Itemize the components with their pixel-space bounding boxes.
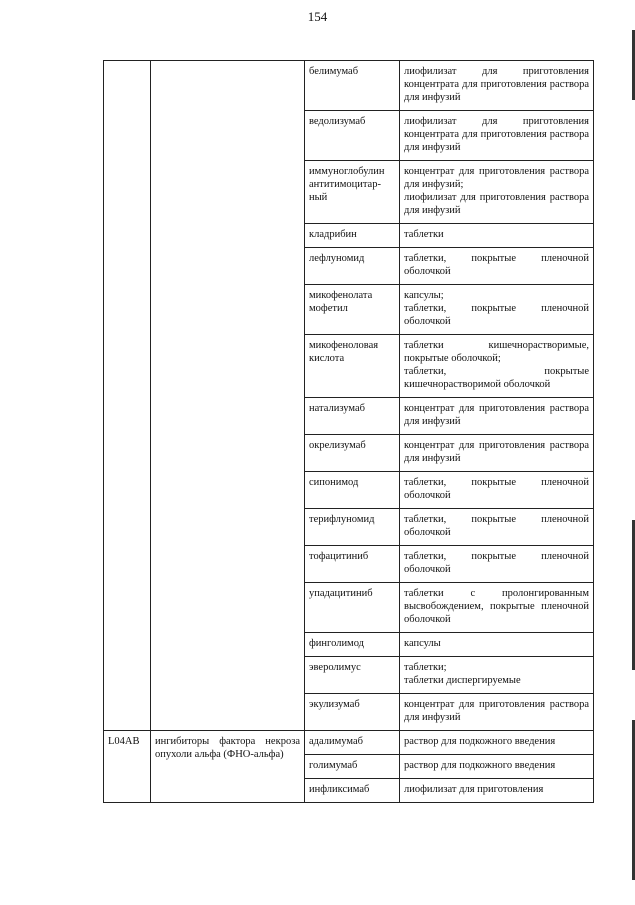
- drug-name-cell: эверолимус: [305, 657, 400, 694]
- dosage-form-cell-line: таблетки, покрытые пленочной оболочкой: [404, 477, 589, 501]
- dosage-form-cell: [400, 435, 594, 472]
- dosage-form-cell-line: таблетки, покрытые пленочной оболочкой: [404, 514, 589, 538]
- dosage-form-cell-line: таблетки с пролонгированным высвобождением, покрытые пленочной оболочкой: [404, 588, 589, 625]
- medication-table: [103, 60, 594, 803]
- group-code-cell: L04AB: [104, 731, 151, 803]
- drug-name-cell: инфликсимаб: [305, 779, 400, 803]
- drug-name-cell: упадацитиниб: [305, 583, 400, 633]
- dosage-form-cell-line: концентрат для приготовления раствора для инфузий: [404, 699, 589, 723]
- drug-name-cell: терифлуномид: [305, 509, 400, 546]
- dosage-form-cell: [400, 583, 594, 633]
- group-code-cell: [104, 61, 151, 731]
- drug-name-cell: окрелизумаб: [305, 435, 400, 472]
- dosage-form-cell-line: раствор для подкожного введения: [404, 736, 556, 747]
- dosage-form-cell: [400, 161, 594, 224]
- dosage-form-cell-line: лиофилизат для приготовления раствора для инфузий: [404, 192, 589, 216]
- dosage-form-cell: [400, 546, 594, 583]
- drug-name-cell: голимумаб: [305, 755, 400, 779]
- dosage-form-cell-line: концентрат для приготовления раствора для инфузий: [404, 403, 589, 427]
- drug-name-cell: экулизумаб: [305, 694, 400, 731]
- dosage-form-cell: [400, 398, 594, 435]
- dosage-form-cell-line: таблетки, покрытые пленочной оболочкой: [404, 253, 589, 277]
- dosage-form-cell-line: таблетки диспергируемые: [404, 675, 521, 686]
- dosage-form-cell: [400, 779, 594, 803]
- dosage-form-cell-line: лиофилизат для приготовления: [404, 784, 544, 795]
- table-row: [104, 61, 594, 111]
- drug-name-cell: ведолизумаб: [305, 111, 400, 161]
- dosage-form-cell-line: концентрат для приготовления раствора для инфузий: [404, 440, 589, 464]
- table-row: [104, 731, 594, 755]
- drug-name-cell: лефлуномид: [305, 248, 400, 285]
- dosage-form-cell: [400, 755, 594, 779]
- dosage-form-cell-line: лиофилизат для приготовления концентрата для приготовления раствора для инфузий: [404, 66, 589, 103]
- dosage-form-cell: [400, 285, 594, 335]
- dosage-form-cell: [400, 694, 594, 731]
- dosage-form-cell: [400, 633, 594, 657]
- drug-name-cell: кладрибин: [305, 224, 400, 248]
- dosage-form-cell-line: таблетки кишечнорастворимые, покрытые оболочкой;: [404, 340, 589, 364]
- dosage-form-cell-line: таблетки, покрытые пленочной оболочкой: [404, 303, 589, 327]
- dosage-form-cell-line: таблетки, покрытые пленочной оболочкой: [404, 551, 589, 575]
- dosage-form-cell: [400, 509, 594, 546]
- drug-name-cell: иммуноглобулин антитимоцитар-ный: [305, 161, 400, 224]
- dosage-form-cell: [400, 61, 594, 111]
- dosage-form-cell-line: таблетки: [404, 229, 444, 240]
- drug-name-cell: тофацитиниб: [305, 546, 400, 583]
- drug-name-cell: финголимод: [305, 633, 400, 657]
- drug-name-cell: адалимумаб: [305, 731, 400, 755]
- dosage-form-cell-line: таблетки;: [404, 662, 447, 673]
- dosage-form-cell-line: таблетки, покрытые кишечнорастворимой оболочкой: [404, 366, 589, 390]
- dosage-form-cell: [400, 111, 594, 161]
- dosage-form-cell-line: концентрат для приготовления раствора для инфузий;: [404, 166, 589, 190]
- group-name-cell: [151, 61, 305, 731]
- drug-name-cell: сипонимод: [305, 472, 400, 509]
- dosage-form-cell-line: капсулы;: [404, 290, 444, 301]
- dosage-form-cell: [400, 335, 594, 398]
- dosage-form-cell: [400, 224, 594, 248]
- dosage-form-cell: [400, 731, 594, 755]
- dosage-form-cell: [400, 472, 594, 509]
- dosage-form-cell: [400, 248, 594, 285]
- drug-name-cell: микофеноловая кислота: [305, 335, 400, 398]
- dosage-form-cell-line: лиофилизат для приготовления концентрата для приготовления раствора для инфузий: [404, 116, 589, 153]
- page-number: 154: [307, 9, 328, 24]
- drug-name-cell: белимумаб: [305, 61, 400, 111]
- dosage-form-cell-line: раствор для подкожного введения: [404, 760, 556, 771]
- drug-name-cell: микофенолата мофетил: [305, 285, 400, 335]
- drug-name-cell: натализумаб: [305, 398, 400, 435]
- group-name-cell: ингибиторы фактора некроза опухоли альфа (ФНО-альфа): [151, 731, 305, 803]
- dosage-form-cell: [400, 657, 594, 694]
- dosage-form-cell-line: капсулы: [404, 638, 441, 649]
